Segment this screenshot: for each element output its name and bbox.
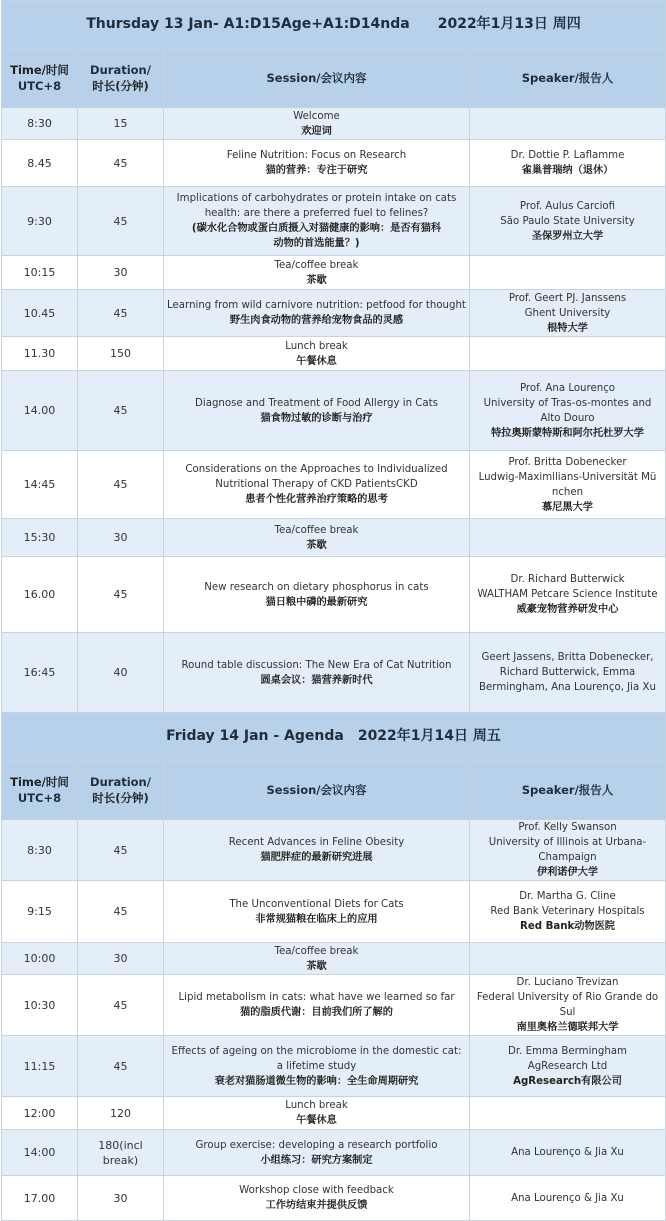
session-cell-line: Lipid metabolism in cats: what have we learned so far [178,992,455,1003]
session-cell-line: 猫的脂质代谢：目前我们所了解的 [240,1007,393,1018]
speaker-cell-line: Sul [559,1007,576,1018]
speaker-cell-line: nchen [551,486,584,498]
time-cell: 10:15 [2,256,78,290]
speaker-cell [470,337,666,371]
session-cell-line: health: are there a preferred fuel to felines? [204,208,429,219]
time-cell: 12:00 [2,1097,78,1130]
time-cell: 11:15 [2,1036,78,1097]
speaker-cell-line: Alto Douro [540,412,595,424]
session-cell-line: Nutritional Therapy of CKD PatientsCKD [215,479,418,490]
header-session: Session/会议内容 [164,761,470,820]
time-cell: 17.00 [2,1176,78,1221]
header-time-line: UTC+8 [17,791,62,805]
speaker-cell [470,881,666,943]
table-row [2,557,666,633]
time-cell: 8.45 [2,140,78,187]
session-cell-line: 猫的营养：专注于研究 [265,165,368,176]
session-cell [164,557,470,633]
speaker-cell-line: Red Bank动物医院 [519,921,615,932]
session-cell-line: 午餐休息 [296,1115,337,1126]
table-row [2,975,666,1036]
duration-cell: 45 [78,290,164,337]
time-cell: 14:45 [2,451,78,519]
session-cell-line: 小组练习：研究方案制定 [260,1154,373,1166]
session-cell [164,290,470,337]
duration-cell: 45 [78,975,164,1036]
speaker-cell-line: 慕尼黑大学 [542,501,593,513]
session-cell [164,1097,470,1130]
table-row [2,256,666,290]
time-cell: 16:45 [2,633,78,713]
speaker-cell-line: Ludwig-Maximilians-Universität Mü [478,471,657,483]
table-row [2,371,666,451]
session-cell-line: 衰老对猫肠道微生物的影响：全生命周期研究 [214,1075,419,1087]
speaker-cell-line: Ghent University [524,307,611,319]
session-cell-line: Considerations on the Approaches to Individualized [185,464,448,475]
speaker-cell [470,519,666,557]
header-speaker: Speaker/报告人 [470,761,666,820]
session-cell [164,943,470,975]
session-cell-line: Feline Nutrition: Focus on Research [226,150,407,161]
session-cell [164,1176,470,1221]
session-cell [164,371,470,451]
speaker-cell [470,1176,666,1221]
duration-cell: 15 [78,108,164,140]
speaker-cell [470,1130,666,1176]
session-cell-line: Tea/coffee break [274,524,359,536]
agenda-body [2,1,666,1221]
session-cell-line: 动物的首选能量？) [273,238,360,249]
speaker-cell [470,820,666,881]
speaker-cell-line: Prof. Kelly Swanson [518,822,617,833]
duration-cell: 45 [78,557,164,633]
speaker-cell-line: 特拉奥斯蒙特斯和阿尔托杜罗大学 [491,427,644,439]
time-cell: 15:30 [2,519,78,557]
duration-cell: 45 [78,371,164,451]
session-cell [164,820,470,881]
speaker-cell [470,256,666,290]
header-time-line: Time/时间 [10,775,69,789]
speaker-cell-line: Red Bank Veterinary Hospitals [490,906,645,917]
speaker-cell [470,187,666,256]
duration-cell: 40 [78,633,164,713]
column-header-row [2,761,666,820]
table-row [2,1130,666,1176]
table-row [2,1176,666,1221]
duration-cell: 120 [78,1097,164,1130]
time-cell: 8:30 [2,108,78,140]
time-cell: 10:30 [2,975,78,1036]
header-duration-line: Duration/ [90,775,151,789]
header-time [2,761,78,820]
speaker-cell-line: Richard Butterwick, Emma [499,667,636,678]
session-cell [164,633,470,713]
speaker-cell [470,451,666,519]
speaker-cell-line: 雀巢普瑞纳（退休） [521,165,614,176]
session-cell-line: Tea/coffee break [274,259,359,271]
session-cell [164,256,470,290]
table-row [2,1036,666,1097]
table-row [2,140,666,187]
speaker-cell-line: 威豪宠物营养研发中心 [516,604,619,615]
speaker-cell-line: Dr. Martha G. Cline [519,891,616,902]
speaker-cell [470,943,666,975]
table-row [2,519,666,557]
speaker-cell-line: AgResearch Ltd [527,1060,608,1072]
time-cell: 10.45 [2,290,78,337]
time-cell: 11.30 [2,337,78,371]
table-row [2,290,666,337]
session-cell-line: Recent Advances in Feline Obesity [228,837,405,848]
header-time-line: Time/时间 [10,63,69,77]
speaker-cell-line: Prof. Britta Dobenecker [508,456,627,468]
table-row [2,108,666,140]
time-cell: 10:00 [2,943,78,975]
day-title: Thursday 13 Jan- A1:D15Age+A1:D14nda 2022年1月13日 周四 [2,1,666,49]
speaker-cell-line: Prof. Geert PJ. Janssens [508,292,627,304]
day-title-row [2,1,666,49]
duration-cell: 150 [78,337,164,371]
session-cell-line: 圆桌会议：猫营养新时代 [260,674,373,686]
speaker-cell-line: Bermingham, Ana Lourenço, Jia Xu [479,682,656,693]
table-row [2,451,666,519]
session-cell-line: 猫食物过敏的诊断与治疗 [260,412,373,424]
session-cell-line: a lifetime study [276,1060,357,1072]
header-duration-line: 时长(分钟) [92,791,149,805]
table-row [2,1097,666,1130]
duration-cell: 45 [78,187,164,256]
duration-cell: 30 [78,256,164,290]
session-cell [164,108,470,140]
agenda-table [1,0,666,1221]
table-row [2,337,666,371]
duration-cell: 30 [78,1176,164,1221]
speaker-cell-line: Ana Lourenço & Jia Xu [511,1147,624,1158]
session-cell [164,187,470,256]
header-session: Session/会议内容 [164,49,470,108]
time-cell: 14.00 [2,371,78,451]
speaker-cell-line: Ana Lourenço & Jia Xu [511,1192,624,1204]
session-cell-line: Group exercise: developing a research portfolio [195,1139,438,1151]
duration-cell: 45 [78,881,164,943]
table-row [2,187,666,256]
session-cell-line: Diagnose and Treatment of Food Allergy in Cats [195,397,438,409]
header-duration [78,761,164,820]
speaker-cell-line: Federal University of Rio Grande do [476,992,659,1003]
session-cell-line: 猫日粮中磷的最新研究 [265,596,368,608]
header-speaker: Speaker/报告人 [470,49,666,108]
duration-cell: 30 [78,943,164,975]
session-cell [164,1036,470,1097]
session-cell [164,337,470,371]
table-row [2,633,666,713]
speaker-cell [470,1097,666,1130]
speaker-cell [470,371,666,451]
speaker-cell [470,290,666,337]
time-cell: 9:15 [2,881,78,943]
table-row [2,820,666,881]
session-cell-line: Workshop close with feedback [239,1185,394,1196]
table-row [2,881,666,943]
session-cell-line: 茶歇 [306,274,327,286]
day-title: Friday 14 Jan - Agenda 2022年1月14日 周五 [2,713,666,761]
session-cell-line: 茶歇 [306,539,327,551]
session-cell-line: 工作坊结束并提供反馈 [265,1200,368,1211]
speaker-cell-line: Champaign [538,852,597,863]
speaker-cell [470,975,666,1036]
header-time [2,49,78,108]
header-duration-line: 时长(分钟) [92,79,149,93]
speaker-cell-line: University of Illinois at Urbana- [488,837,647,848]
header-duration-line: Duration/ [90,63,151,77]
time-cell: 14:00 [2,1130,78,1176]
speaker-cell-line: Dr. Luciano Trevizan [516,977,619,988]
speaker-cell-line: 圣保罗州立大学 [531,230,604,242]
session-cell [164,1130,470,1176]
session-cell-line: 茶歇 [306,960,327,972]
session-cell-line: Round table discussion: The New Era of Cat Nutrition [181,659,452,671]
speaker-cell-line: Prof. Aulus Carciofi [519,200,616,212]
speaker-cell-line: Dr. Emma Bermingham [508,1045,627,1057]
speaker-cell-line: AgResearch有限公司 [513,1075,622,1087]
session-cell-line: Lunch break [285,340,348,352]
speaker-cell-line: Dr. Richard Butterwick [510,574,625,585]
session-cell-line: The Unconventional Diets for Cats [229,898,404,910]
duration-cell: 45 [78,140,164,187]
session-cell-line: (碳水化合物或蛋白质摄入对猫健康的影响：是否有猫科 [191,223,442,234]
speaker-cell-line: São Paulo State University [500,215,635,227]
session-cell-line: Welcome [293,110,340,122]
duration-cell: 45 [78,451,164,519]
speaker-cell-line: WALTHAM Petcare Science Institute [477,589,658,600]
speaker-cell [470,1036,666,1097]
table-row [2,943,666,975]
duration-cell: 45 [78,1036,164,1097]
session-cell-line: 欢迎词 [301,125,332,137]
session-cell-line: Lunch break [285,1100,348,1111]
speaker-cell-line: Dr. Dottie P. Laflamme [510,150,625,161]
speaker-cell-line: 根特大学 [547,322,588,334]
time-cell: 9:30 [2,187,78,256]
session-cell [164,881,470,943]
speaker-cell-line: 伊利诺伊大学 [536,867,599,878]
speaker-cell-line: Geert Jassens, Britta Dobenecker, [481,652,654,663]
duration-cell: 30 [78,519,164,557]
speaker-cell-line: 南里奥格兰德联邦大学 [516,1022,619,1033]
session-cell [164,519,470,557]
duration-cell: 180(incl break) [78,1130,164,1176]
session-cell-line: Effects of ageing on the microbiome in the domestic cat: [171,1045,462,1057]
session-cell-line: Tea/coffee break [274,945,359,957]
time-cell: 16.00 [2,557,78,633]
session-cell-line: 猫肥胖症的最新研究进展 [260,852,373,863]
speaker-cell [470,108,666,140]
speaker-cell [470,140,666,187]
session-cell-line: 非常规猫粮在临床上的应用 [255,913,378,925]
session-cell [164,451,470,519]
time-cell: 8:30 [2,820,78,881]
duration-cell: 45 [78,820,164,881]
speaker-cell [470,633,666,713]
session-cell-line: Implications of carbohydrates or protein intake on cats [176,193,457,204]
header-duration [78,49,164,108]
session-cell-line: 野生肉食动物的营养给宠物食品的灵感 [229,315,404,326]
day-title-row [2,713,666,761]
header-time-line: UTC+8 [17,79,62,93]
session-cell-line: Learning from wild carnivore nutrition: petfood for thought [167,300,466,311]
session-cell-line: 午餐休息 [296,355,337,367]
speaker-cell-line: Prof. Ana Lourenço [519,382,616,394]
column-header-row [2,49,666,108]
session-cell-line: 患者个性化营养治疗策略的思考 [245,494,388,505]
speaker-cell-line: University of Tras-os-montes and [483,397,652,409]
session-cell-line: New research on dietary phosphorus in cats [204,581,429,593]
session-cell [164,140,470,187]
speaker-cell [470,557,666,633]
session-cell [164,975,470,1036]
